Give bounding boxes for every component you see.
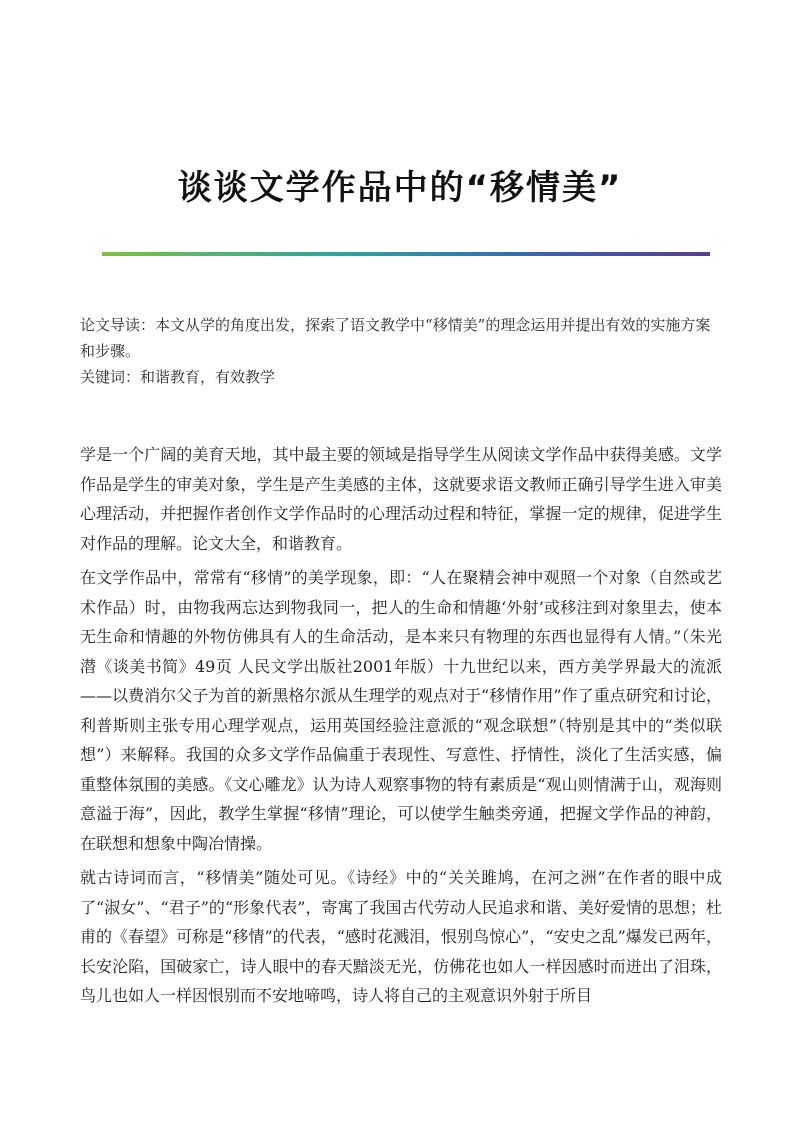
keywords-text: 关键词：和谐教育，有效教学 <box>80 368 276 386</box>
title-divider <box>102 252 710 256</box>
body-paragraph: 在文学作品中，常常有“移情”的美学现象，即：“人在聚精会神中观照一个对象（自然或艺术作品）时，由物我两忘达到物我同一，把人的生命和情趣‘外射’或移注到对象里去，使本无生命和情趣的外物仿佛具有人的生命活动，是本来只有物理的东西也显得有人情。”（朱光潜《谈美书简》49页 人民文学出版社2001年版）十九世纪以来，西方美学界最大的流派——以费消尔父子为首的新黑格尔派从生理学的观点对于“移情作用”作了重点研究和讨论，利普斯则主张专用心理学观点，运用英国经验注意派的“观念联想”（特别是其中的“类似联想”）来解释。我国的众多文学作品偏重于表现性、写意性、抒情性，淡化了生活实感，偏重整体氛围的美感。《文心雕龙》认为诗人观察事物的特有素质是“观山则情满于山，观海则意溢于海”，因此，教学生掌握“移情”理论，可以使学生触类旁通，把握文学作品的神韵，在联想和想象中陶冶情操。 <box>80 568 722 853</box>
abstract-text: 论文导读：本文从学的角度出发，探索了语文教学中“移情美”的理念运用并提出有效的实施方案和步骤。 <box>80 316 711 360</box>
document-meta <box>80 312 722 390</box>
document-title: 谈谈文学作品中的“移情美” <box>177 168 623 208</box>
body-paragraph: 就古诗词而言，“移情美”随处可见。《诗经》中的“关关雎鸠，在河之洲”在作者的眼中成了“淑女”、“君子”的“形象代表”，寄寓了我国古代劳动人民追求和谐、美好爱情的思想；杜甫的《春望》可称是“移情”的代表，“感时花溅泪，恨别鸟惊心”，“安史之乱”爆发已两年，长安沦陷，国破家亡，诗人眼中的春天黯淡无光，仿佛花也如人一样因感时而迸出了泪珠，鸟儿也如人一样因恨别而不安地啼鸣，诗人将自己的主观意识外射于所目 <box>80 868 722 1005</box>
document-body <box>80 440 722 1016</box>
body-paragraph: 学是一个广阔的美育天地，其中最主要的领域是指导学生从阅读文学作品中获得美感。文学作品是学生的审美对象，学生是产生美感的主体，这就要求语文教师正确引导学生进入审美心理活动，并把握作者创作文学作品时的心理活动过程和特征，掌握一定的规律，促进学生对作品的理解。论文大全，和谐教育。 <box>80 445 722 553</box>
